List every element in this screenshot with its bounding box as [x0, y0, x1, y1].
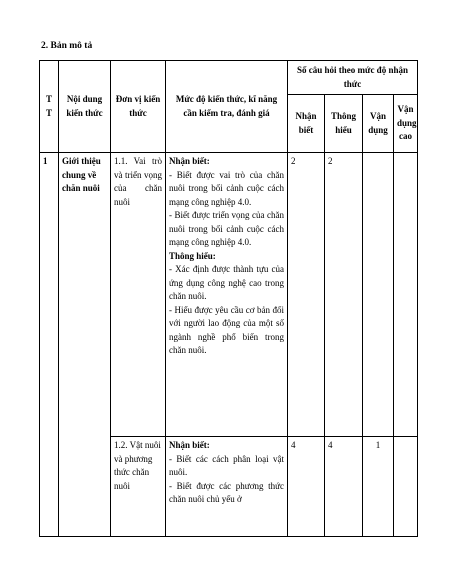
- header-muc-do: Mức độ kiến thức, kĩ năng cần kiểm tra, đánh giá: [166, 61, 288, 153]
- count-nhan-biet: 4: [288, 437, 325, 537]
- unit-label: 1.2. Vật nuôi và phương thức chăn nuôi: [111, 437, 166, 537]
- unit-description: [166, 153, 288, 437]
- specification-table: [39, 60, 418, 537]
- thong-hieu-item: - Xác định được thành tựu của ứng dụng công nghệ cao trong chăn nuôi.: [169, 264, 284, 301]
- header-so-cau-hoi: Số câu hỏi theo mức độ nhận thức: [288, 61, 418, 95]
- nhan-biet-item: - Biết các cách phân loại vật nuôi.: [169, 453, 284, 477]
- header-van-dung: Vận dụng: [363, 95, 394, 153]
- nhan-biet-item: - Biết được triển vọng của chăn nuôi trong bối cảnh cuộc cách mạng công nghiệp 4.0.: [169, 210, 284, 247]
- header-van-dung-cao: Vận dụng cao: [394, 95, 418, 153]
- count-van-dung-cao: [394, 437, 418, 537]
- nhan-biet-label: Nhận biết:: [169, 156, 210, 166]
- count-thong-hieu: 4: [325, 437, 363, 537]
- thong-hieu-label: Thông hiểu:: [169, 250, 216, 261]
- header-don-vi: Đơn vị kiến thức: [111, 61, 166, 153]
- unit-label: 1.1. Vai trò và triển vọng của chăn nuôi: [111, 153, 166, 437]
- header-thong-hieu: Thông hiểu: [325, 95, 363, 153]
- header-tt: T T: [40, 61, 59, 153]
- section-heading: 2. Bản mô tả: [41, 41, 93, 51]
- row-tt: 1: [40, 153, 59, 537]
- nhan-biet-label: Nhận biết:: [169, 440, 210, 450]
- nhan-biet-item: - Biết được vai trò của chăn nuôi trong bối cảnh cuộc cách mạng công nghiệp 4.0.: [169, 169, 284, 207]
- header-noi-dung: Nội dung kiến thức: [59, 61, 111, 153]
- row-noi-dung: Giới thiệu chung về chăn nuôi: [59, 153, 111, 537]
- unit-description: [166, 437, 288, 537]
- count-van-dung: [363, 153, 394, 437]
- thong-hieu-item: - Hiểu được yêu cầu cơ bản đối với người lao động của một số ngành nghề phổ biến trong chăn nuôi.: [169, 304, 284, 355]
- count-nhan-biet: 2: [288, 153, 325, 437]
- count-van-dung-cao: [394, 153, 418, 437]
- count-van-dung: 1: [363, 437, 394, 537]
- count-thong-hieu: 2: [325, 153, 363, 437]
- header-nhan-biet: Nhận biết: [288, 95, 325, 153]
- nhan-biet-item: - Biết được các phương thức chăn nuôi chủ yếu ở: [169, 480, 284, 504]
